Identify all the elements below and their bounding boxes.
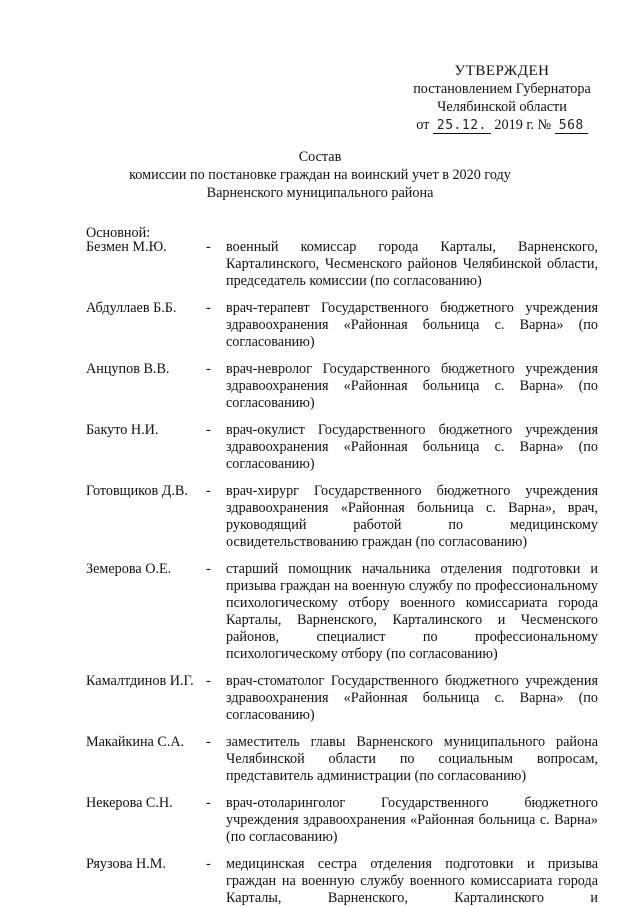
member-name: Ряузова Н.М. xyxy=(86,856,166,872)
order-prefix: от xyxy=(416,117,430,133)
approval-line-2: Челябинской области xyxy=(437,98,567,115)
order-year: 2019 г. № xyxy=(494,117,552,133)
order-date: 25.12. xyxy=(433,118,491,134)
member-name: Абдуллаев Б.Б. xyxy=(86,300,177,316)
approval-heading: УТВЕРЖДЕН xyxy=(454,63,550,79)
member-row xyxy=(86,561,601,663)
member-role: врач-окулист Государственного бюджетного учреждения здравоохранения «Районная больница с. Варна» (по согласованию) xyxy=(226,422,598,472)
title-line-2: комиссии по постановке граждан на воинский учет в 2020 году xyxy=(129,167,511,183)
member-role: врач-стоматолог Государственного бюджетного учреждения здравоохранения «Районная больница с. Варна» (по согласованию) xyxy=(226,673,598,723)
member-row xyxy=(86,361,601,412)
member-dash: - xyxy=(206,734,211,750)
approval-block xyxy=(402,62,602,135)
member-role: военный комиссар города Карталы, Варненского, Карталинского, Чесменского районов Челябинской области, председатель комиссии (по согласованию) xyxy=(226,239,598,289)
member-row xyxy=(86,734,601,785)
member-role: старший помощник начальника отделения подготовки и призыва граждан на военную службу по профессиональному психологическому отбору военного комиссариата города Карталы, Варненского, Карталинского и Чесменского районов, специалист по профессиональному психологическому отбору (по согласованию) xyxy=(226,561,598,662)
member-role: врач-хирург Государственного бюджетного учреждения здравоохранения «Районная больница с. Варна», врач, руководящий работой по медицинскому освидетельствованию граждан (по согласованию) xyxy=(226,483,598,550)
member-row xyxy=(86,673,601,724)
member-name: Некерова С.Н. xyxy=(86,795,173,811)
member-row xyxy=(86,422,601,473)
member-name: Камалтдинов И.Г. xyxy=(86,673,194,689)
member-dash: - xyxy=(206,856,211,872)
member-name: Готовщиков Д.В. xyxy=(86,483,188,499)
member-dash: - xyxy=(206,300,211,316)
member-row xyxy=(86,483,601,551)
section-label: Основной: xyxy=(86,225,151,241)
document-title xyxy=(0,148,640,202)
member-row xyxy=(86,795,601,846)
member-dash: - xyxy=(206,422,211,438)
approval-order-line xyxy=(402,116,602,135)
member-dash: - xyxy=(206,361,211,377)
member-dash: - xyxy=(206,673,211,689)
member-role: медицинская сестра отделения подготовки и призыва граждан на военную службу военного комиссариата города Карталы, Варненского, Карталинского и xyxy=(226,856,598,906)
member-role: заместитель главы Варненского муниципального района Челябинской области по социальным вопросам, представитель администрации (по согласованию) xyxy=(226,734,598,784)
member-name: Безмен М.Ю. xyxy=(86,239,167,255)
member-dash: - xyxy=(206,239,211,255)
member-name: Макайкина С.А. xyxy=(86,734,185,750)
title-line-3: Варненского муниципального района xyxy=(206,185,434,201)
title-line-1: Состав xyxy=(298,149,342,165)
member-name: Бакуто Н.И. xyxy=(86,422,159,438)
member-role: врач-невролог Государственного бюджетного учреждения здравоохранения «Районная больница с. Варна» (по согласованию) xyxy=(226,361,598,411)
member-name: Земерова О.Е. xyxy=(86,561,172,577)
member-row xyxy=(86,300,601,351)
member-role: врач-отоларинголог Государственного бюджетного учреждения здравоохранения «Районная больница с. Варна» (по согласованию) xyxy=(226,795,598,845)
member-row xyxy=(86,856,601,907)
members-list xyxy=(86,239,601,907)
member-name: Анцупов В.В. xyxy=(86,361,170,377)
member-dash: - xyxy=(206,561,211,577)
member-role: врач-терапевт Государственного бюджетного учреждения здравоохранения «Районная больница с. Варна» (по согласованию) xyxy=(226,300,598,350)
member-dash: - xyxy=(206,483,211,499)
order-number: 568 xyxy=(555,118,588,134)
member-row xyxy=(86,239,601,290)
approval-line-1: постановлением Губернатора xyxy=(413,81,591,97)
member-dash: - xyxy=(206,795,211,811)
